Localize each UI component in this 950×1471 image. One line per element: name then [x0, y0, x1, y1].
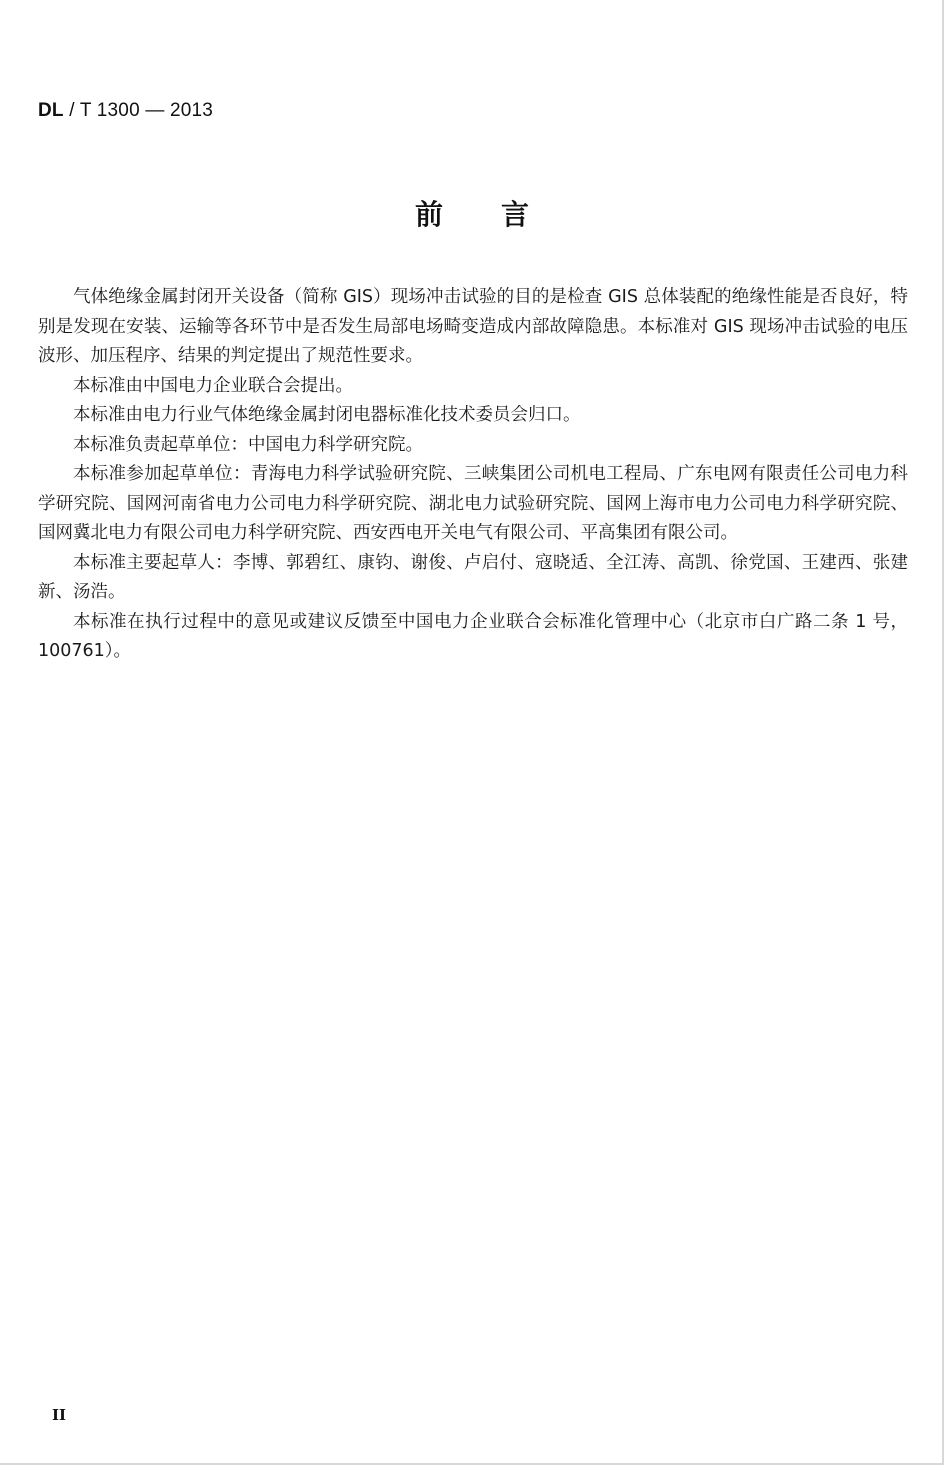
paragraph-lead-drafter: 本标准负责起草单位：中国电力科学研究院。: [73, 434, 423, 455]
foreword-body: [38, 283, 908, 667]
paragraph-committee: 本标准由电力行业气体绝缘金属封闭电器标准化技术委员会归口。: [73, 405, 581, 425]
paragraph-purpose: 气体绝缘金属封闭开关设备（简称 GIS）现场冲击试验的目的是检查 GIS 总体装配的绝缘性能是否良好，特别是发现在安装、运输等各环节中是否发生局部电场畸变造成内部故障隐患。本标准对 GIS 现场冲击试验的电压波形、加压程序、结果的判定提出了规范性要求。: [38, 287, 908, 366]
paragraph-feedback: 本标准在执行过程中的意见或建议反馈至中国电力企业联合会标准化管理中心（北京市白广路二条 1 号，100761）。: [38, 611, 908, 661]
standard-number: / T 1300 — 2013: [63, 100, 214, 121]
paragraph-main-drafters: 本标准主要起草人：李博、郭碧红、康钧、谢俊、卢启付、寇晓适、全江涛、高凯、徐党国、王建西、张建新、汤浩。: [38, 552, 908, 602]
paragraph-proposer: 本标准由中国电力企业联合会提出。: [73, 375, 353, 396]
standard-code: [38, 100, 213, 122]
page-title: 前言: [414, 198, 587, 231]
paragraph-participating-drafters: 本标准参加起草单位：青海电力科学试验研究院、三峡集团公司机电工程局、广东电网有限责任公司电力科学研究院、国网河南省电力公司电力科学研究院、湖北电力试验研究院、国网上海市电力公司电力科学研究院、国网冀北电力有限公司电力科学研究院、西安西电开关电气有限公司、平高集团有限公司。: [38, 464, 908, 543]
standard-prefix: DL: [38, 100, 64, 121]
page-number: II: [52, 1406, 67, 1424]
